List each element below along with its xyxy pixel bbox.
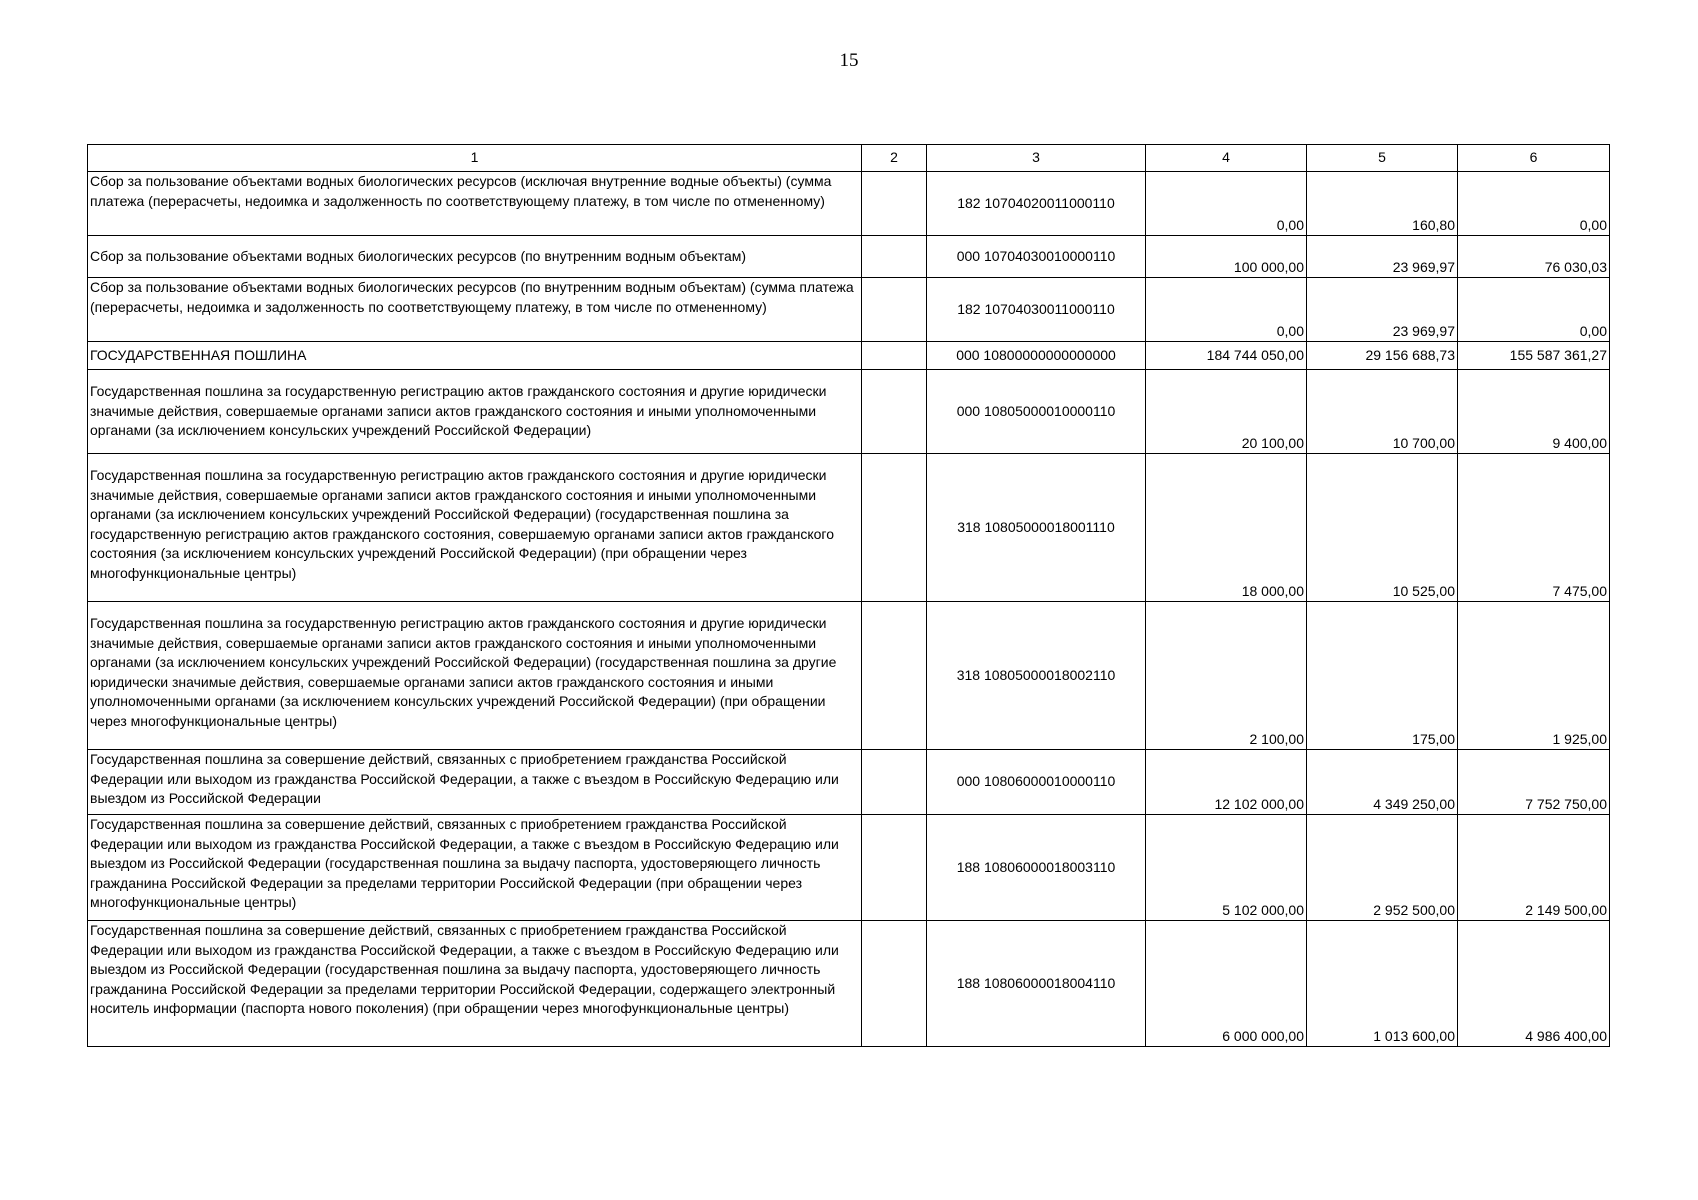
table-row: [88, 278, 1610, 342]
row-value-6: 76 030,03: [1458, 236, 1610, 278]
column-header-3: 3: [927, 145, 1146, 172]
column-header-6: 6: [1458, 145, 1610, 172]
row-name: ГОСУДАРСТВЕННАЯ ПОШЛИНА: [88, 342, 862, 370]
row-value-5: 10 525,00: [1307, 454, 1458, 602]
column-header-1: 1: [88, 145, 862, 172]
row-name: Сбор за пользование объектами водных биологических ресурсов (по внутренним водным объектам) (сумма платежа (перерасчеты, недоимка и задолженность по соответствующему платежу, в том числе по отмененному): [88, 278, 862, 342]
row-value-4: 184 744 050,00: [1146, 342, 1307, 370]
row-name: Государственная пошлина за государственную регистрацию актов гражданского состояния и другие юридически значимые действия, совершаемые органами записи актов гражданского состояния и иными уполномоченными органами (за исключением консульских учреждений Российской Федерации) (государственная пошлина за государственную регистрацию актов гражданского состояния, совершаемую органами записи актов гражданского состояния (за исключением консульских учреждений Российской Федерации) (при обращении через многофункциональные центры): [88, 454, 862, 602]
row-name: Государственная пошлина за государственную регистрацию актов гражданского состояния и другие юридически значимые действия, совершаемые органами записи актов гражданского состояния и иными уполномоченными органами (за исключением консульских учреждений Российской Федерации): [88, 370, 862, 454]
table-row: [88, 172, 1610, 236]
row-col2: [862, 278, 927, 342]
row-value-6: 4 986 400,00: [1458, 921, 1610, 1047]
row-col2: [862, 921, 927, 1047]
column-header-5: 5: [1307, 145, 1458, 172]
table-row: [88, 370, 1610, 454]
row-value-6: 7 752 750,00: [1458, 750, 1610, 815]
row-value-4: 5 102 000,00: [1146, 815, 1307, 921]
row-code: 000 10805000010000110: [927, 370, 1146, 454]
row-col2: [862, 750, 927, 815]
column-header-4: 4: [1146, 145, 1307, 172]
table-row: [88, 236, 1610, 278]
row-value-5: 2 952 500,00: [1307, 815, 1458, 921]
row-value-5: 160,80: [1307, 172, 1458, 236]
row-col2: [862, 370, 927, 454]
row-code: 182 10704030011000110: [927, 278, 1146, 342]
table-row: [88, 750, 1610, 815]
row-value-6: 1 925,00: [1458, 602, 1610, 750]
row-value-4: 100 000,00: [1146, 236, 1307, 278]
page-number: 15: [839, 50, 859, 71]
row-value-5: 23 969,97: [1307, 278, 1458, 342]
row-name: Государственная пошлина за государственную регистрацию актов гражданского состояния и другие юридически значимые действия, совершаемые органами записи актов гражданского состояния и иными уполномоченными органами (за исключением консульских учреждений Российской Федерации) (государственная пошлина за другие юридически значимые действия, совершаемые органами записи актов гражданского состояния и иными уполномоченными органами (за исключением консульских учреждений Российской Федерации) (при обращении через многофункциональные центры): [88, 602, 862, 750]
row-value-4: 0,00: [1146, 172, 1307, 236]
row-value-5: 10 700,00: [1307, 370, 1458, 454]
row-value-4: 20 100,00: [1146, 370, 1307, 454]
table-row: [88, 602, 1610, 750]
row-col2: [862, 236, 927, 278]
row-value-6: 155 587 361,27: [1458, 342, 1610, 370]
row-value-4: 12 102 000,00: [1146, 750, 1307, 815]
row-name: Сбор за пользование объектами водных биологических ресурсов (исключая внутренние водные объекты) (сумма платежа (перерасчеты, недоимка и задолженность по соответствующему платежу, в том числе по отмененному): [88, 172, 862, 236]
row-value-6: 0,00: [1458, 172, 1610, 236]
row-value-5: 29 156 688,73: [1307, 342, 1458, 370]
row-col2: [862, 815, 927, 921]
row-name: Государственная пошлина за совершение действий, связанных с приобретением гражданства Российской Федерации или выходом из гражданства Российской Федерации, а также с въездом в Российскую Федерацию или выездом из Российской Федерации (государственная пошлина за выдачу паспорта, удостоверяющего личность гражданина Российской Федерации за пределами территории Российской Федерации (при обращении через многофункциональные центры): [88, 815, 862, 921]
row-code: 182 10704020011000110: [927, 172, 1146, 236]
row-value-6: 2 149 500,00: [1458, 815, 1610, 921]
row-value-6: 7 475,00: [1458, 454, 1610, 602]
table-row: [88, 815, 1610, 921]
budget-table: [87, 144, 1610, 1047]
row-value-6: 9 400,00: [1458, 370, 1610, 454]
row-code: 000 10704030010000110: [927, 236, 1146, 278]
row-code: 000 10800000000000000: [927, 342, 1146, 370]
row-col2: [862, 342, 927, 370]
row-value-5: 4 349 250,00: [1307, 750, 1458, 815]
row-code: 318 10805000018002110: [927, 602, 1146, 750]
row-code: 318 10805000018001110: [927, 454, 1146, 602]
column-header-2: 2: [862, 145, 927, 172]
table-row: [88, 454, 1610, 602]
row-name: Государственная пошлина за совершение действий, связанных с приобретением гражданства Российской Федерации или выходом из гражданства Российской Федерации, а также с въездом в Российскую Федерацию или выездом из Российской Федерации (государственная пошлина за выдачу паспорта, удостоверяющего личность гражданина Российской Федерации за пределами территории Российской Федерации, содержащего электронный носитель информации (паспорта нового поколения) (при обращении через многофункциональные центры): [88, 921, 862, 1047]
row-value-4: 6 000 000,00: [1146, 921, 1307, 1047]
table-row: [88, 921, 1610, 1047]
row-name: Государственная пошлина за совершение действий, связанных с приобретением гражданства Российской Федерации или выходом из гражданства Российской Федерации, а также с въездом в Российскую Федерацию или выездом из Российской Федерации: [88, 750, 862, 815]
row-value-4: 2 100,00: [1146, 602, 1307, 750]
row-code: 188 10806000018003110: [927, 815, 1146, 921]
row-value-4: 18 000,00: [1146, 454, 1307, 602]
row-value-5: 23 969,97: [1307, 236, 1458, 278]
row-code: 000 10806000010000110: [927, 750, 1146, 815]
row-code: 188 10806000018004110: [927, 921, 1146, 1047]
row-value-6: 0,00: [1458, 278, 1610, 342]
table-row-section: [88, 342, 1610, 370]
row-value-5: 1 013 600,00: [1307, 921, 1458, 1047]
row-name: Сбор за пользование объектами водных биологических ресурсов (по внутренним водным объектам): [88, 236, 862, 278]
table-header-row: [88, 145, 1610, 172]
row-value-5: 175,00: [1307, 602, 1458, 750]
row-value-4: 0,00: [1146, 278, 1307, 342]
row-col2: [862, 172, 927, 236]
row-col2: [862, 602, 927, 750]
row-col2: [862, 454, 927, 602]
